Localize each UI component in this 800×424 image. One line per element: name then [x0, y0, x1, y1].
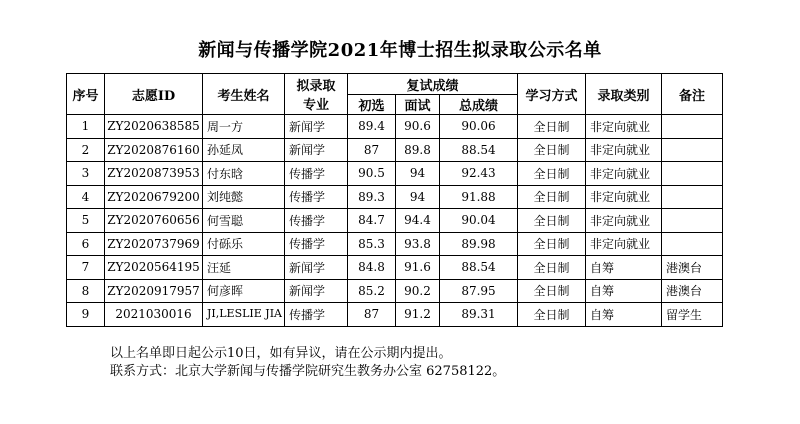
- cell-interview: 91.6: [396, 256, 440, 280]
- admission-table: [66, 73, 723, 327]
- cell-interview: 94.4: [396, 209, 440, 233]
- cell-app-id: ZY2020638585: [105, 115, 203, 139]
- cell-remarks: [662, 115, 723, 139]
- cell-total: 88.54: [440, 256, 518, 280]
- cell-remarks: [662, 209, 723, 233]
- cell-seq: 3: [67, 162, 105, 186]
- header-major: [285, 74, 348, 115]
- cell-app-id: ZY2020917957: [105, 279, 203, 303]
- notice-line-2: 联系方式：北京大学新闻与传播学院研究生教务办公室 62758122。: [110, 364, 506, 379]
- cell-interview: 90.6: [396, 115, 440, 139]
- cell-major: 传播学: [285, 303, 348, 327]
- table-row: [67, 303, 723, 327]
- cell-category: 自筹: [586, 279, 662, 303]
- cell-study-mode: 全日制: [518, 232, 586, 256]
- header-major-bottom: 专业: [302, 98, 329, 113]
- header-major-top: 拟录取: [296, 79, 336, 94]
- cell-app-id: ZY2020564195: [105, 256, 203, 280]
- cell-seq: 8: [67, 279, 105, 303]
- cell-major: 传播学: [285, 232, 348, 256]
- cell-seq: 5: [67, 209, 105, 233]
- cell-remarks: [662, 232, 723, 256]
- cell-category: 非定向就业: [586, 162, 662, 186]
- cell-remarks: [662, 138, 723, 162]
- cell-study-mode: 全日制: [518, 209, 586, 233]
- header-remarks: 备注: [662, 74, 723, 115]
- table-row: [67, 162, 723, 186]
- cell-interview: 91.2: [396, 303, 440, 327]
- cell-name: 刘纯懿: [203, 185, 285, 209]
- cell-name: 付砾乐: [203, 232, 285, 256]
- cell-app-id: ZY2020760656: [105, 209, 203, 233]
- cell-total: 89.31: [440, 303, 518, 327]
- cell-name: 孙延凤: [203, 138, 285, 162]
- header-category: 录取类别: [586, 74, 662, 115]
- notice-text: [110, 345, 505, 381]
- cell-app-id: ZY2020679200: [105, 185, 203, 209]
- cell-remarks: 留学生: [662, 303, 723, 327]
- cell-study-mode: 全日制: [518, 115, 586, 139]
- cell-initial: 89.4: [348, 115, 396, 139]
- cell-category: 自筹: [586, 256, 662, 280]
- cell-study-mode: 全日制: [518, 279, 586, 303]
- cell-study-mode: 全日制: [518, 256, 586, 280]
- cell-total: 92.43: [440, 162, 518, 186]
- cell-name: 周一方: [203, 115, 285, 139]
- table-row: [67, 256, 723, 280]
- cell-initial: 84.8: [348, 256, 396, 280]
- cell-name: 汪延: [203, 256, 285, 280]
- cell-name: JI,LESLIE JIA: [203, 303, 285, 327]
- cell-initial: 89.3: [348, 185, 396, 209]
- cell-initial: 87: [348, 303, 396, 327]
- page-title: 新闻与传播学院2021年博士招生拟录取公示名单: [198, 40, 602, 61]
- cell-study-mode: 全日制: [518, 303, 586, 327]
- cell-total: 87.95: [440, 279, 518, 303]
- cell-name: 何彦晖: [203, 279, 285, 303]
- cell-initial: 85.2: [348, 279, 396, 303]
- cell-total: 90.06: [440, 115, 518, 139]
- cell-initial: 87: [348, 138, 396, 162]
- table-row: [67, 209, 723, 233]
- table-row: [67, 138, 723, 162]
- cell-interview: 94: [396, 185, 440, 209]
- cell-interview: 94: [396, 162, 440, 186]
- cell-remarks: 港澳台: [662, 256, 723, 280]
- cell-total: 91.88: [440, 185, 518, 209]
- cell-initial: 84.7: [348, 209, 396, 233]
- cell-seq: 6: [67, 232, 105, 256]
- cell-total: 90.04: [440, 209, 518, 233]
- cell-study-mode: 全日制: [518, 138, 586, 162]
- table-row: [67, 185, 723, 209]
- table-row: [67, 279, 723, 303]
- cell-interview: 89.8: [396, 138, 440, 162]
- cell-app-id: ZY2020876160: [105, 138, 203, 162]
- header-name: 考生姓名: [203, 74, 285, 115]
- header-total: 总成绩: [440, 95, 518, 115]
- cell-initial: 90.5: [348, 162, 396, 186]
- cell-total: 88.54: [440, 138, 518, 162]
- cell-major: 新闻学: [285, 138, 348, 162]
- cell-seq: 7: [67, 256, 105, 280]
- cell-app-id: 2021030016: [105, 303, 203, 327]
- cell-remarks: 港澳台: [662, 279, 723, 303]
- cell-major: 传播学: [285, 209, 348, 233]
- cell-major: 新闻学: [285, 256, 348, 280]
- cell-name: 付东晗: [203, 162, 285, 186]
- cell-name: 何雪聪: [203, 209, 285, 233]
- cell-major: 传播学: [285, 162, 348, 186]
- header-initial: 初选: [348, 95, 396, 115]
- cell-category: 非定向就业: [586, 138, 662, 162]
- cell-remarks: [662, 185, 723, 209]
- cell-remarks: [662, 162, 723, 186]
- cell-seq: 9: [67, 303, 105, 327]
- cell-category: 非定向就业: [586, 185, 662, 209]
- cell-app-id: ZY2020873953: [105, 162, 203, 186]
- cell-category: 非定向就业: [586, 209, 662, 233]
- cell-interview: 93.8: [396, 232, 440, 256]
- cell-total: 89.98: [440, 232, 518, 256]
- header-interview: 面试: [396, 95, 440, 115]
- notice-line-1: 以上名单即日起公示10日，如有异议，请在公示期内提出。: [110, 346, 452, 361]
- table-row: [67, 115, 723, 139]
- cell-category: 非定向就业: [586, 115, 662, 139]
- header-seq: 序号: [67, 74, 105, 115]
- header-app-id: 志愿ID: [105, 74, 203, 115]
- cell-category: 非定向就业: [586, 232, 662, 256]
- cell-study-mode: 全日制: [518, 185, 586, 209]
- cell-category: 自筹: [586, 303, 662, 327]
- cell-initial: 85.3: [348, 232, 396, 256]
- table-row: [67, 232, 723, 256]
- cell-major: 新闻学: [285, 279, 348, 303]
- cell-seq: 4: [67, 185, 105, 209]
- header-retest: 复试成绩: [348, 74, 518, 95]
- header-study-mode: 学习方式: [518, 74, 586, 115]
- cell-app-id: ZY2020737969: [105, 232, 203, 256]
- cell-seq: 1: [67, 115, 105, 139]
- cell-study-mode: 全日制: [518, 162, 586, 186]
- cell-interview: 90.2: [396, 279, 440, 303]
- cell-seq: 2: [67, 138, 105, 162]
- cell-major: 传播学: [285, 185, 348, 209]
- cell-major: 新闻学: [285, 115, 348, 139]
